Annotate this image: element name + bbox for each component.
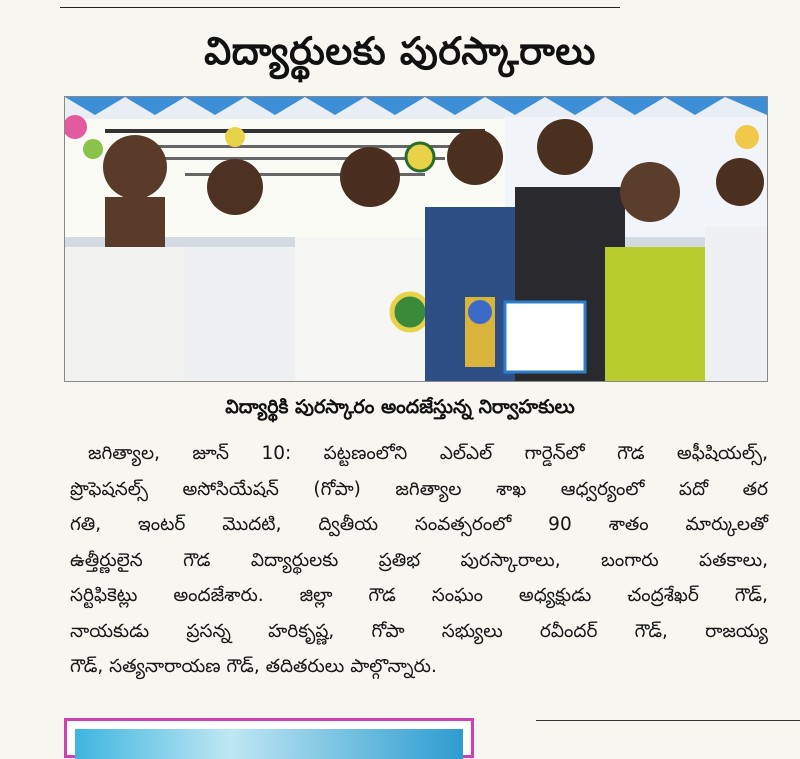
body-line: ప్రొఫెషనల్స్ అసోసియేషన్ (గోపా) జగిత్యాల శాఖ ఆధ్వర్యంలో పదో తర [70,478,768,500]
body-line: సర్టిఫికెట్లు అందజేశారు. జిల్లా గౌడ సంఘం అధ్యక్షుడు చంద్రశేఖర్ గౌడ్, [70,585,768,606]
body-line: నాయకుడు ప్రసన్న హరికృష్ణ, గోపా సభ్యులు రవీందర్ గౌడ్, రాజయ్య [70,620,768,642]
body-line: గతి, ఇంటర్ మొదటి, ద్వితీయ సంవత్సరంలో 90 శాతం మార్కులతో [70,514,768,535]
article-body [70,436,768,685]
next-ad-box [64,718,474,758]
news-photo [64,96,768,382]
article-headline: విద్యార్థులకు పురస్కారాలు [204,29,596,73]
body-line: జగిత్యాల, జూన్ 10: పట్టణంలోని ఎల్ఎల్ గార్డెన్‌లో గౌడ అఫీషియల్స్, [88,443,768,464]
award-ceremony-photo [65,97,767,381]
photo-caption: విద్యార్థికి పురస్కారం అందజేస్తున్న నిర్వాహకులు [225,396,575,418]
body-line: గౌడ్, సత్యనారాయణ గౌడ్, తదితరులు పాల్గొన్నారు. [70,656,437,677]
body-line: ఉత్తీర్ణులైన గౌడ విద్యార్థులకు ప్రతిభ పురస్కారాలు, బంగారు పతకాలు, [70,549,768,571]
previous-article-cut-line [60,0,620,8]
column-divider [536,720,800,721]
